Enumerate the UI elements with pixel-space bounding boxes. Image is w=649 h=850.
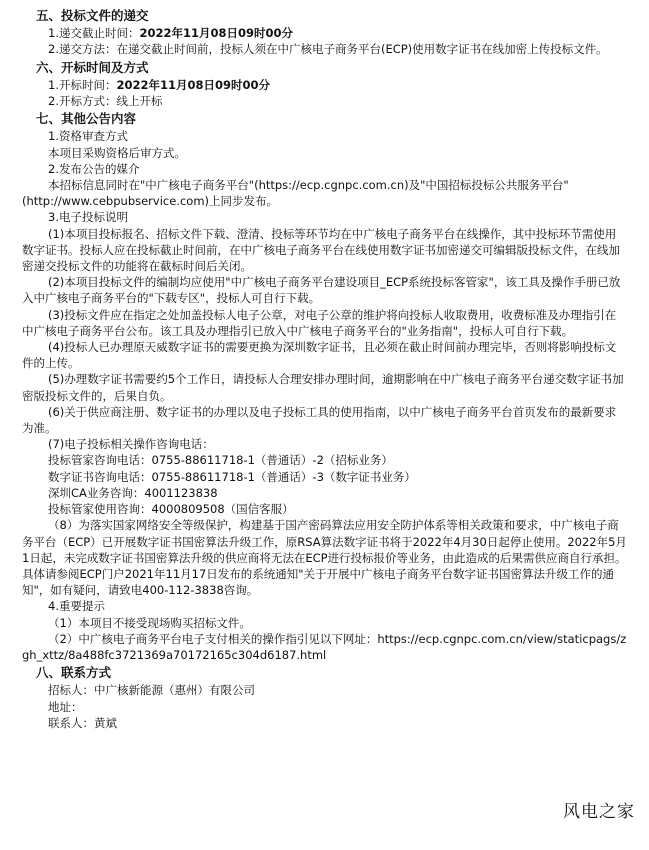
media-title: 2.发布公告的媒介 <box>48 161 140 176</box>
opening-time <box>22 77 627 93</box>
watermark-text: 风电之家 <box>563 802 635 822</box>
e-bid-title: 3.电子投标说明 <box>48 210 128 225</box>
e-bid-item-8: （8）为落实国家网络安全等级保护，构建基于国产密码算法应用安全防护体系等相关政策和要求，中广核电子商务平台（ECP）已开展数字证书国密算法升级工作，原RSA算法数字证书将于2022年4月30日起停止使用。2022年5月1日起，未完成数字证书国密算法升级的供应商将无法在ECP进行投标报价等业务，由此造成的后果需供应商自行承担。具体请参阅ECP门户2021年11月17日发布的系统通知"关于开展中广核电子商务平台数字证书国密算法升级工作的通知"，如有疑问，请致电400-112-3838咨询。 <box>22 518 627 598</box>
submission-deadline <box>22 25 627 41</box>
qualification-title: 1.资格审查方式 <box>48 129 128 144</box>
e-bid-item-5: (5)办理数字证书需要约5个工作日，请投标人合理安排办理时间，逾期影响在中广核电子商务平台递交数字证书加密版投标文件的，后果自负。 <box>22 372 624 403</box>
phone-line-4: 投标管家使用咨询：4000809508（国信客服） <box>48 502 294 517</box>
e-bid-item-2: (2)本项目投标文件的编制均应使用"中广核电子商务平台建设项目_ECP系统投标客管家"，该工具及操作手册已放入中广核电子商务平台的"下载专区"，投标人可自行下载。 <box>22 275 621 306</box>
notice-title: 4.重要提示 <box>48 599 105 614</box>
phone-line-3: 深圳CA业务咨询：4001123838 <box>48 485 218 500</box>
contact-person: 联系人：黄斌 <box>48 715 117 730</box>
section-8-heading: 八、联系方式 <box>36 665 112 681</box>
section-6-heading: 六、开标时间及方式 <box>36 59 149 75</box>
qualification-body: 本项目采购资格后审方式。 <box>48 145 186 160</box>
phone-line-1: 投标管家咨询电话：0755-88611718-1（普通话）-2（招标业务） <box>48 453 393 468</box>
e-bid-item-7-title: (7)电子投标相关操作咨询电话： <box>48 437 214 452</box>
opening-method: 2.开标方式：线上开标 <box>48 94 163 109</box>
section-5-heading: 五、投标文件的递交 <box>36 8 149 23</box>
submission-deadline-value: 2022年11月08日09时00分 <box>139 26 294 41</box>
notice-item-1: （1）本项目不接受现场购买招标文件。 <box>48 615 251 630</box>
phone-line-2: 数字证书咨询电话：0755-88611718-1（普通话）-3（数字证书业务） <box>48 469 416 484</box>
e-bid-item-1: (1)本项目投标报名、招标文件下载、澄清、投标等环节均在中广核电子商务平台在线操作，其中投标环节需使用数字证书。投标人应在投标截止时间前，在中广核电子商务平台在线使用数字证书加密递交可编辑版投标文件，在线加密递交投标文件的功能将在截标时间后关闭。 <box>22 226 620 274</box>
notice-item-2: （2）中广核电子商务平台电子支付相关的操作指引见以下网址：https://ecp.cgnpc.com.cn/view/staticpags/zgh_xttz/8a488fc3721369a70172165c304d6187.html <box>22 631 627 662</box>
tenderer: 招标人：中广核新能源（惠州）有限公司 <box>48 683 255 698</box>
section-7-heading: 七、其他公告内容 <box>36 111 137 127</box>
address: 地址： <box>48 699 83 714</box>
opening-time-value: 2022年11月08日09时00分 <box>116 77 271 92</box>
e-bid-item-3: (3)投标文件应在指定之处加盖投标人电子公章，对电子公章的维护将向投标人收取费用，收费标准及办理指引在中广核电子商务平台公布。该工具及办理指引已放入中广核电子商务平台的"业务指南"，投标人可自行下载。 <box>22 307 617 338</box>
e-bid-item-4: (4)投标人已办理原天威数字证书的需要更换为深圳数字证书，且必须在截止时间前办理完毕，否则将影响投标文件的上传。 <box>22 340 617 371</box>
e-bid-item-6: (6)关于供应商注册、数字证书的办理以及电子投标工具的使用指南，以中广核电子商务平台首页发布的最新要求为准。 <box>22 404 617 436</box>
submission-deadline-label: 1.递交截止时间： <box>48 26 140 41</box>
submission-method: 2.递交方法：在递交截止时间前，投标人须在中广核电子商务平台(ECP)使用数字证书在线加密上传投标文件。 <box>48 42 608 57</box>
media-body: 本招标信息同时在"中广核电子商务平台"(https://ecp.cgnpc.com.cn)及"中国招标投标公共服务平台"(http://www.cebpubservice.com)上同步发布。 <box>22 178 569 209</box>
opening-time-label: 1.开标时间： <box>48 77 117 92</box>
